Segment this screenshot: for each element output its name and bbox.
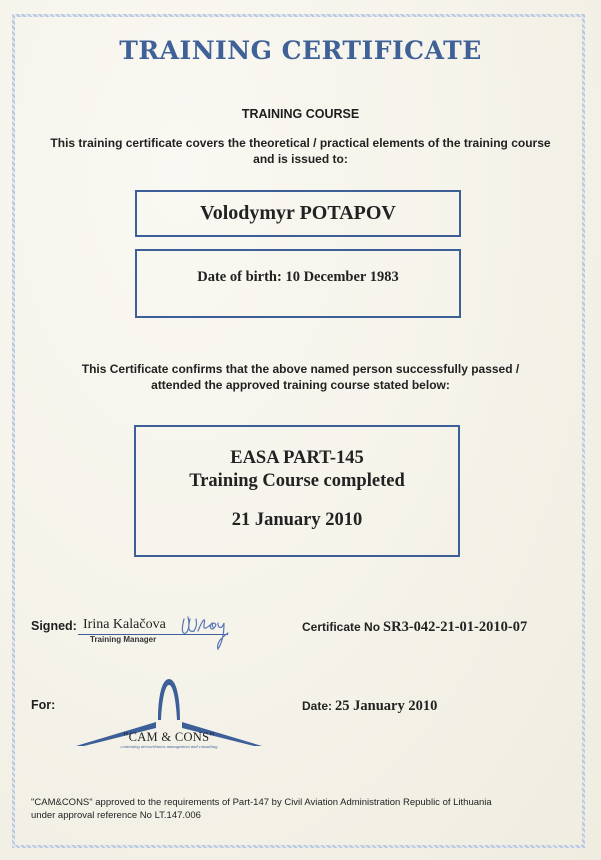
issue-date bbox=[302, 698, 437, 715]
certificate-number-label: Certificate No bbox=[302, 620, 381, 634]
handwritten-signature-icon bbox=[178, 611, 234, 653]
certificate-title: TRAINING CERTIFICATE bbox=[119, 36, 482, 65]
footer-line-1: "CAM&CONS" approved to the requirements of Part-147 by Civil Aviation Administration Republic of Lithuania bbox=[31, 797, 492, 808]
certificate-subtitle: TRAINING COURSE bbox=[241, 107, 360, 121]
for-label: For: bbox=[31, 698, 56, 712]
signer-role: Training Manager bbox=[90, 635, 157, 644]
issue-date-label: Date: bbox=[302, 699, 333, 713]
recipient-name-box bbox=[135, 190, 461, 237]
intro-line-2: and is issued to: bbox=[253, 152, 348, 166]
certificate-number-value: SR3-042-21-01-2010-07 bbox=[383, 619, 528, 635]
footer-line-2: under approval reference No LT.147.006 bbox=[31, 810, 201, 821]
issuer-tagline: continuing airworthiness management and consulting bbox=[120, 744, 218, 749]
issue-date-value: 25 January 2010 bbox=[335, 698, 438, 714]
intro-line-1: This training certificate covers the theoretical / practical elements of the training course bbox=[50, 136, 551, 150]
confirm-line-2: attended the approved training course stated below: bbox=[151, 378, 450, 392]
course-date: 21 January 2010 bbox=[231, 510, 363, 530]
date-of-birth: Date of birth: 10 December 1983 bbox=[197, 269, 399, 285]
signer-name: Irina Kalačova bbox=[83, 617, 166, 632]
course-name: EASA PART-145 bbox=[230, 448, 364, 468]
date-of-birth-box bbox=[135, 249, 461, 318]
confirmation-paragraph bbox=[0, 361, 601, 393]
course-status: Training Course completed bbox=[189, 471, 405, 491]
intro-paragraph bbox=[0, 135, 601, 167]
recipient-name: Volodymyr POTAPOV bbox=[200, 202, 396, 224]
course-box bbox=[134, 425, 460, 557]
confirm-line-1: This Certificate confirms that the above named person successfully passed / bbox=[81, 362, 520, 376]
certificate-number bbox=[302, 619, 527, 636]
issuer-name: "CAM & CONS" bbox=[123, 730, 215, 744]
approval-footer bbox=[31, 796, 571, 822]
signed-label: Signed: bbox=[31, 619, 77, 633]
